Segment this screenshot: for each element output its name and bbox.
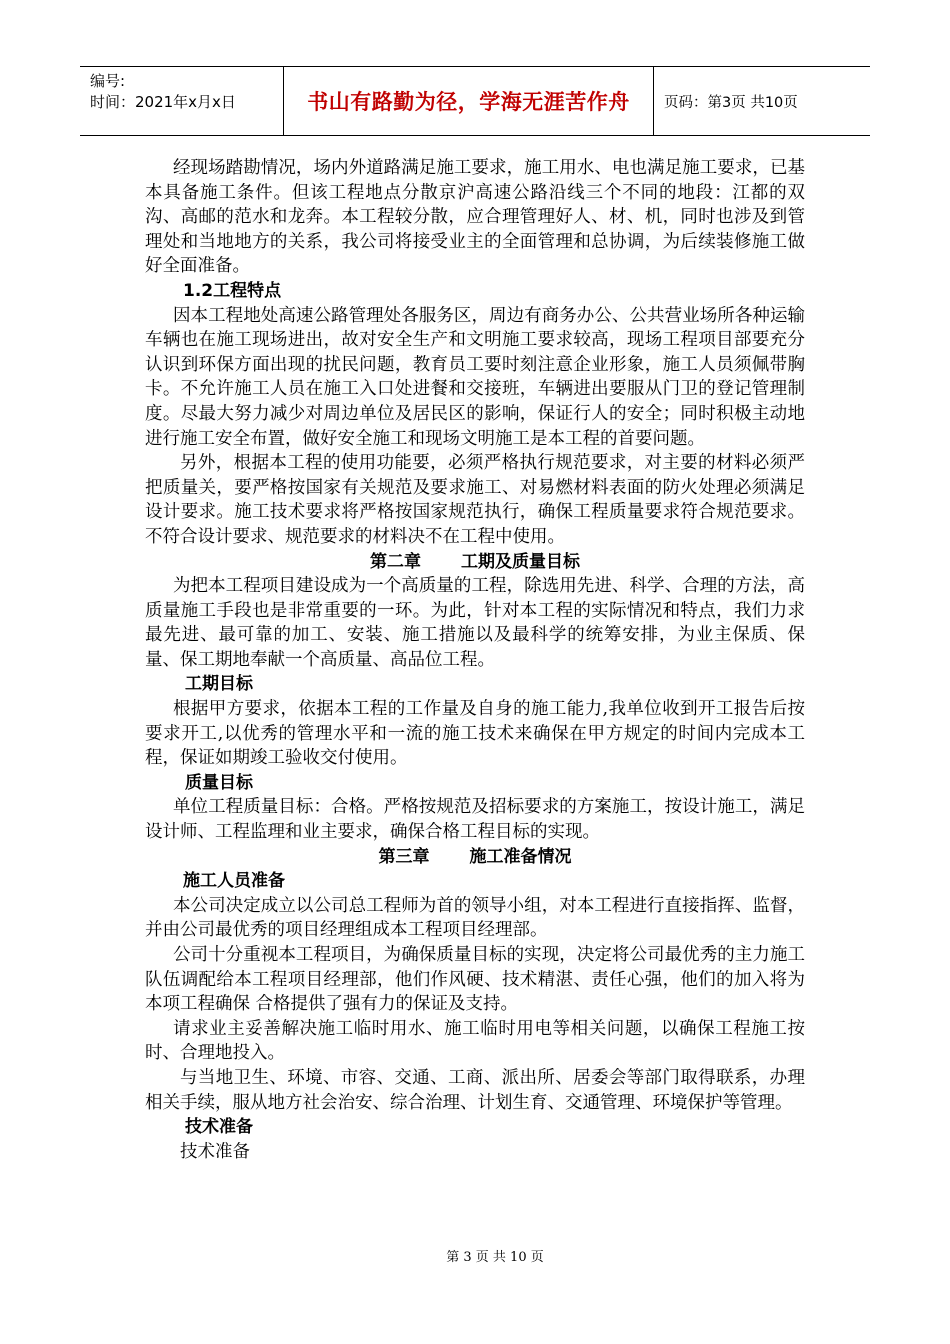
paragraph-utilities: 请求业主妥善解决施工临时用水、施工临时用电等相关问题，以确保工程施工按时、合理地投入。 — [145, 1018, 805, 1064]
paragraph-technical: 技术准备 — [180, 1141, 250, 1162]
paragraph-features: 因本工程地处高速公路管理处各服务区，周边有商务办公、公共营业场所各种运输车辆也在施工现场进出，故对安全生产和文明施工要求较高，现场工程项目部要充分认识到环保方面出现的扰民问题，教育员工要时刻注意企业形象，施工人员须佩带胸卡。不允许施工人员在施工入口处进餐和交接班，车辆进出要服从门卫的登记管理制度。尽最大努力减少对周边单位及居民区的影响，保证行人的安全；同时积极主动地进行施工安全布置，做好安全施工和现场文明施工是本工程的首要问题。 — [145, 305, 805, 449]
paragraph-quality-control: 另外，根据本工程的使用功能要，必须严格执行规范要求，对主要的材料必须严把质量关，要严格按国家有关规范及要求施工、对易燃材料表面的防火处理必须满足设计要求。施工技术要求将严格按国家规范执行，确保工程质量要求符合规范要求。不符合设计要求、规范要求的材料决不在工程中使用。 — [145, 453, 805, 547]
paragraph-quality: 单位工程质量目标：合格。严格按规范及招标要求的方案施工，按设计施工，满足设计师、工程监理和业主要求，确保合格工程目标的实现。 — [145, 797, 805, 843]
chapter-3-heading — [145, 845, 805, 870]
paragraph-schedule: 根据甲方要求，依据本工程的工作量及自身的施工能力,我单位收到开工报告后按要求开工,以优秀的管理水平和一流的施工技术来确保在甲方规定的时间内完成本工程，保证如期竣工验收交付使用。 — [145, 699, 805, 769]
heading-project-features: 1.2工程特点 — [183, 280, 282, 301]
heading-technical-preparation: 技术准备 — [185, 1117, 253, 1138]
page-header — [80, 66, 870, 136]
paragraph-team: 公司十分重视本工程项目，为确保质量目标的实现，决定将公司最优秀的主力施工队伍调配给本工程项目经理部，他们作风硬、技术精湛、责任心强，他们的加入将为本项工程确保 合格提供了强有力的保证及支持。 — [145, 945, 805, 1015]
heading-quality-goal: 质量目标 — [185, 772, 253, 793]
paragraph-local-authorities: 与当地卫生、环境、市容、交通、工商、派出所、居委会等部门取得联系，办理相关手续，服从地方社会治安、综合治理、计划生育、交通管理、环境保护等管理。 — [145, 1067, 805, 1113]
chapter-3-number: 第三章 — [378, 846, 430, 867]
document-number-label: 编号: — [90, 72, 126, 90]
header-page-info: 页码：第3页 共10页 — [664, 94, 798, 111]
heading-staff-preparation: 施工人员准备 — [183, 871, 285, 892]
heading-schedule-goal: 工期目标 — [185, 674, 253, 695]
paragraph-leadership: 本公司决定成立以公司总工程师为首的领导小组，对本工程进行直接指挥、监督，并由公司最优秀的项目经理组成本工程项目经理部。 — [145, 895, 805, 941]
chapter-2-title: 工期及质量目标 — [461, 551, 580, 572]
chapter-3-title: 施工准备情况 — [469, 846, 572, 867]
paragraph-goals-intro: 为把本工程项目建设成为一个高质量的工程，除选用先进、科学、合理的方法，高质量施工手段也是非常重要的一环。为此，针对本工程的实际情况和特点，我们力求最先进、最可靠的加工、安装、施工措施以及最科学的统筹安排，为业主保质、保量、保工期地奉献一个高质量、高品位工程。 — [145, 576, 805, 670]
page-footer: 第 3 页 共 10 页 — [446, 1250, 544, 1265]
document-body — [145, 156, 805, 1164]
chapter-2-number: 第二章 — [370, 551, 421, 572]
paragraph-site-survey: 经现场踏勘情况，场内外道路满足施工要求，施工用水、电也满足施工要求，已基本具备施工条件。但该工程地点分散京沪高速公路沿线三个不同的地段：江都的双沟、高邮的范水和龙奔。本工程较分散，应合理管理好人、材、机，同时也涉及到管理处和当地地方的关系，我公司将接受业主的全面管理和总协调，为后续装修施工做好全面准备。 — [145, 158, 805, 277]
header-motto: 书山有路勤为径，学海无涯苦作舟 — [284, 67, 654, 135]
header-meta — [80, 67, 284, 135]
document-date: 时间：2021年x月x日 — [90, 93, 236, 111]
chapter-2-heading — [145, 550, 805, 575]
